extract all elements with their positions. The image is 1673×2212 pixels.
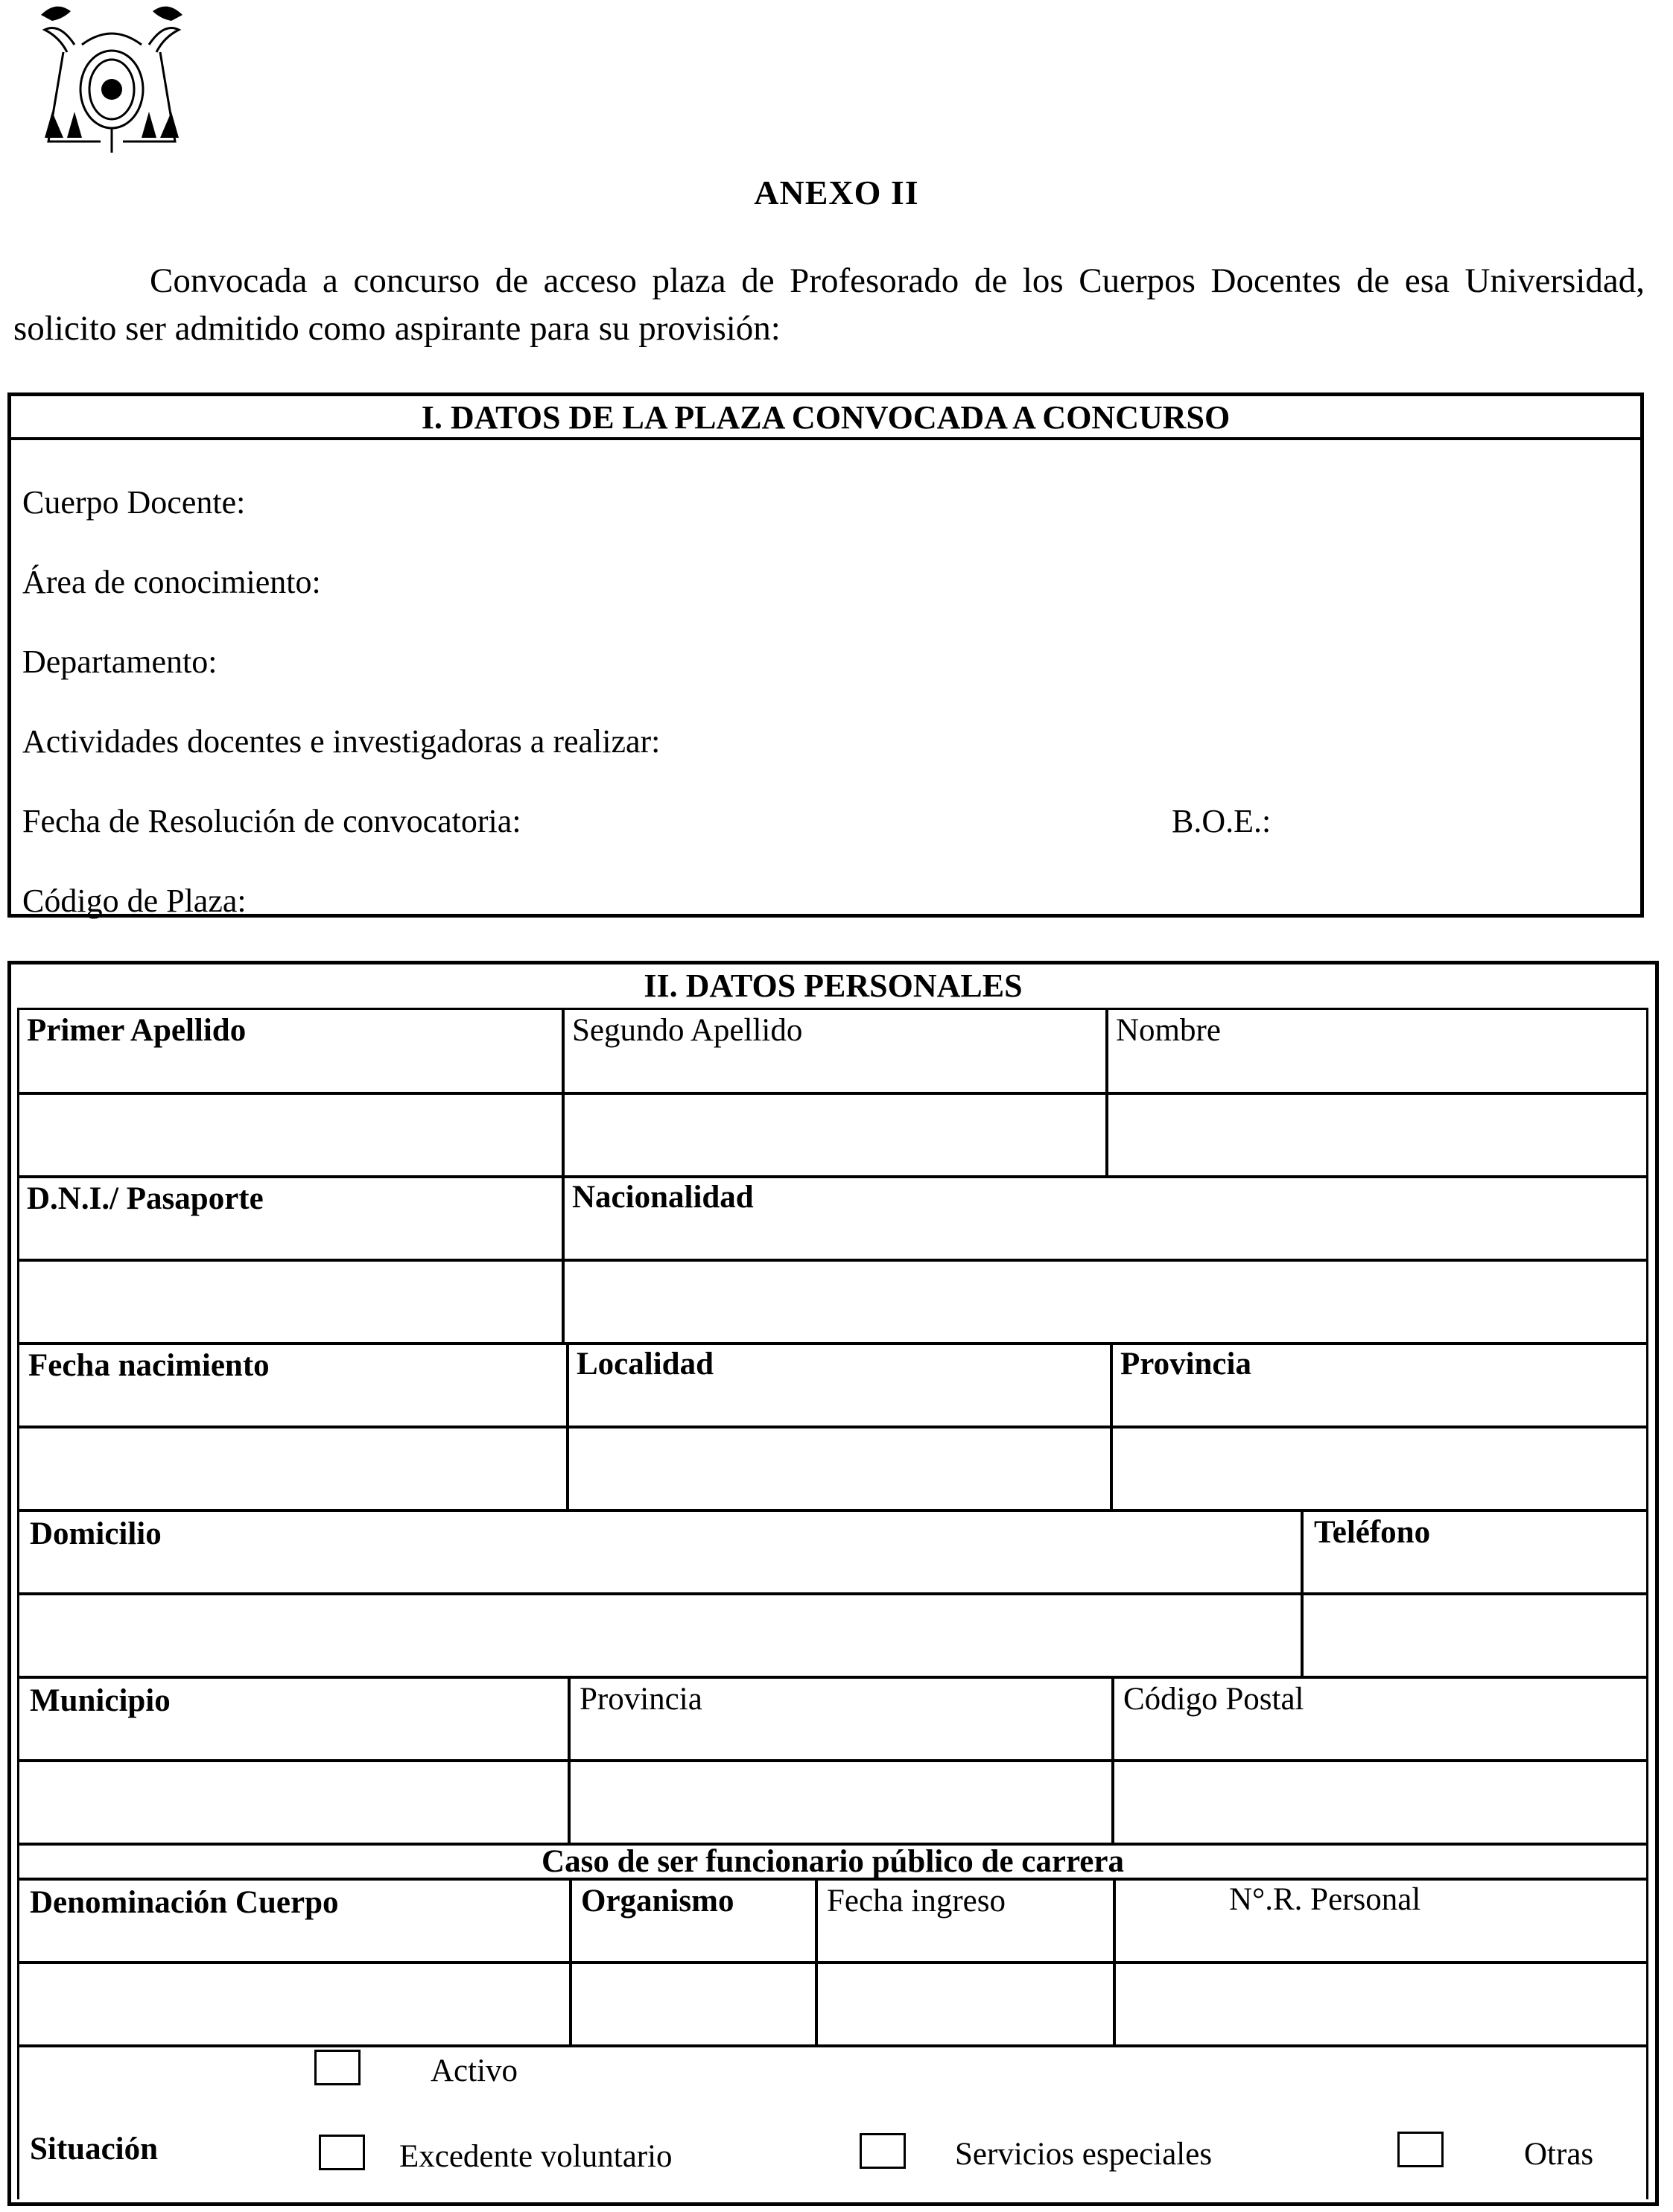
nombre-label: Nombre (1116, 1013, 1221, 1048)
section-plaza-heading: I. DATOS DE LA PLAZA CONVOCADA A CONCURSO (11, 396, 1640, 440)
fecha-nacimiento-label: Fecha nacimiento (28, 1348, 270, 1383)
intro-paragraph (13, 257, 1645, 352)
codigo-postal-label: Código Postal (1123, 1682, 1304, 1717)
excedente-label: Excedente voluntario (399, 2139, 673, 2174)
fecha-resolucion-label: Fecha de Resolución de convocatoria: (22, 803, 521, 839)
section-datos-personales (7, 961, 1659, 2206)
activo-checkbox[interactable] (314, 2050, 361, 2085)
nrp-label: N°.R. Personal (1229, 1882, 1421, 1917)
intro-text: Convocada a concurso de acceso plaza de Profesorado de los Cuerpos Docentes de esa Universidad, solicito ser admitido como aspirante para su provisión: (13, 261, 1645, 348)
area-conocimiento-label: Área de conocimiento: (22, 564, 321, 600)
boe-label: B.O.E.: (1172, 803, 1272, 839)
university-crest-image (30, 0, 194, 156)
funcionario-heading: Caso de ser funcionario público de carrera (542, 1844, 1124, 1879)
provincia-nacimiento-label: Provincia (1120, 1347, 1251, 1382)
cuerpo-docente-label: Cuerpo Docente: (22, 484, 246, 521)
otras-checkbox[interactable] (1397, 2132, 1444, 2167)
codigo-plaza-label: Código de Plaza: (22, 883, 247, 919)
organismo-label: Organismo (581, 1884, 734, 1919)
servicios-label: Servicios especiales (955, 2137, 1213, 2172)
provincia-domicilio-label: Provincia (580, 1682, 702, 1717)
denominacion-cuerpo-label: Denominación Cuerpo (30, 1885, 339, 1920)
nacionalidad-label: Nacionalidad (572, 1180, 754, 1215)
situacion-label: Situación (30, 2132, 159, 2167)
excedente-checkbox[interactable] (319, 2135, 365, 2170)
localidad-label: Localidad (577, 1347, 714, 1382)
dni-label: D.N.I./ Pasaporte (27, 1181, 264, 1216)
section-datos-personales-heading: II. DATOS PERSONALES (644, 967, 1023, 1004)
servicios-checkbox[interactable] (860, 2133, 906, 2169)
actividades-label: Actividades docentes e investigadoras a realizar: (22, 723, 661, 760)
document-title: ANEXO II (754, 174, 919, 212)
activo-label: Activo (431, 2053, 518, 2088)
fecha-ingreso-label: Fecha ingreso (827, 1884, 1006, 1919)
telefono-label: Teléfono (1314, 1515, 1431, 1550)
domicilio-label: Domicilio (30, 1516, 162, 1551)
personal-data-grid (17, 1008, 1648, 2199)
otras-label: Otras (1524, 2137, 1594, 2172)
segundo-apellido-label: Segundo Apellido (572, 1013, 803, 1048)
primer-apellido-label: Primer Apellido (27, 1013, 247, 1048)
section-plaza (7, 392, 1644, 918)
municipio-label: Municipio (30, 1683, 171, 1718)
departamento-label: Departamento: (22, 643, 218, 680)
